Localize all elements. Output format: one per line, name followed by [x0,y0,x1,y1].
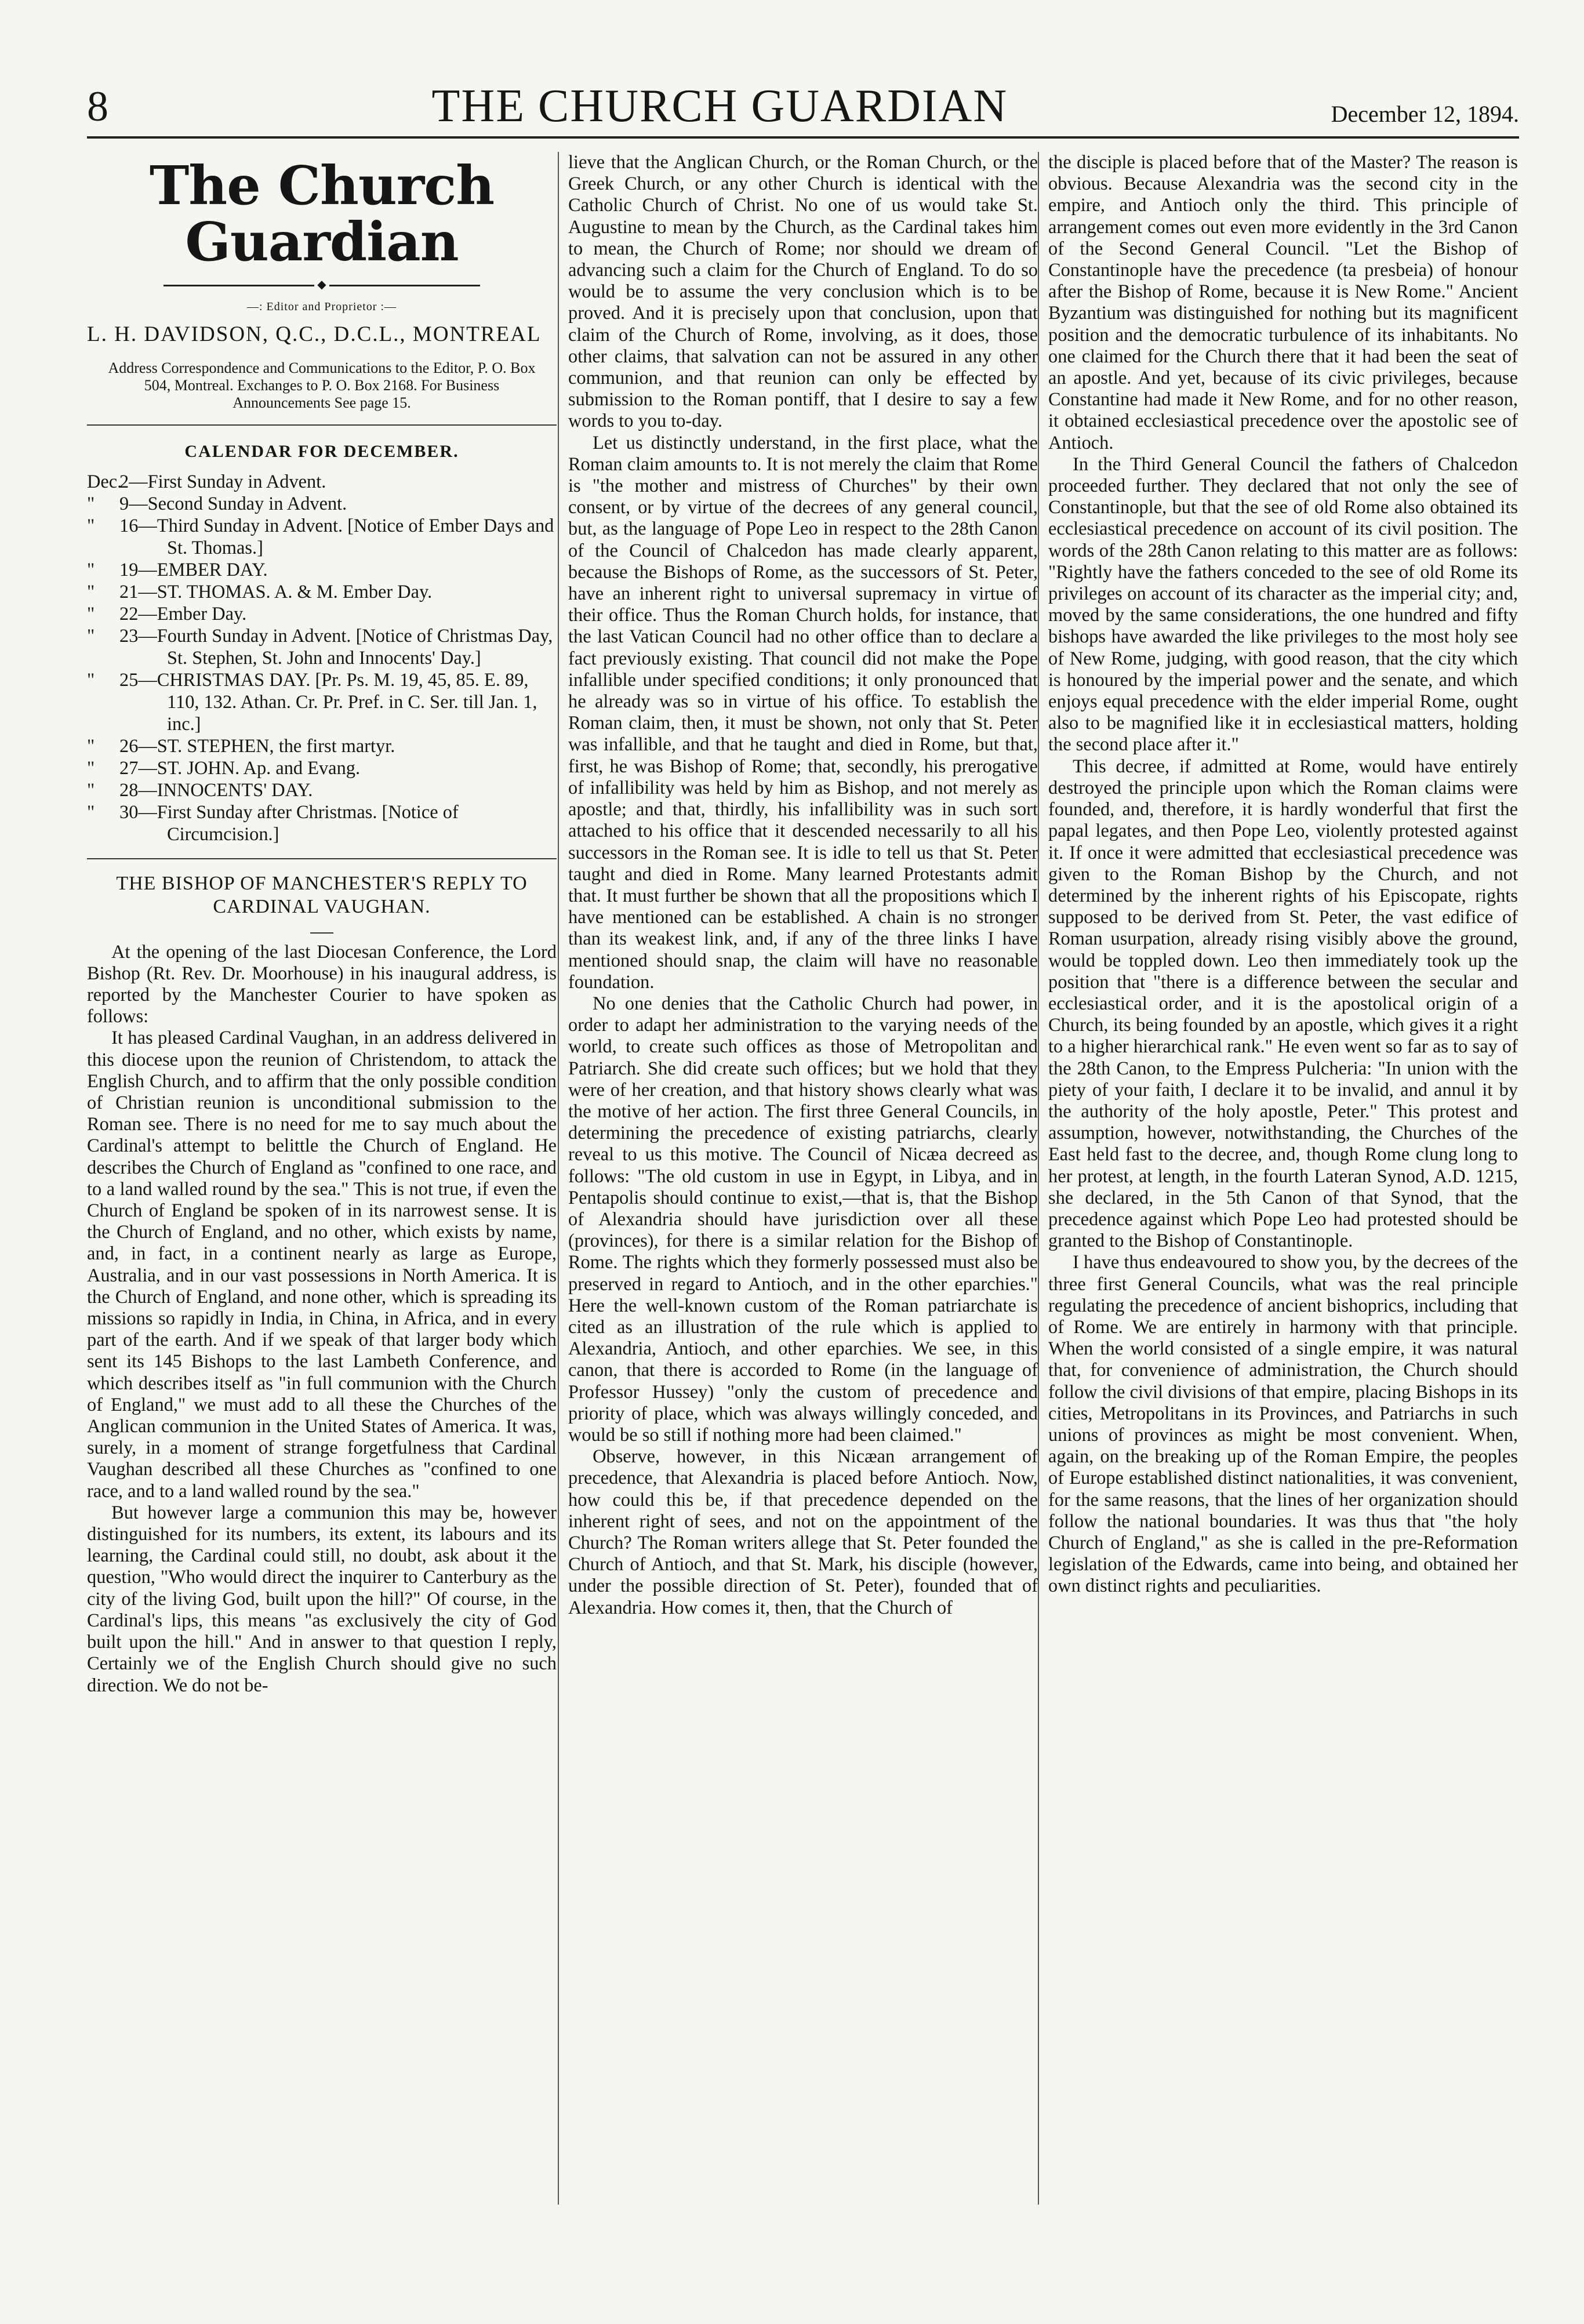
editor-name: L. H. DAVIDSON, Q.C., D.C.L., MONTREAL [87,322,542,347]
calendar-list [87,471,557,845]
calendar-entry: " 26—ST. STEPHEN, the first martyr. [87,735,395,757]
divider [87,858,557,859]
calendar-entry: Dec. 2—First Sunday in Advent. [87,471,326,492]
article-paragraph: Observe, however, in this Nicæan arrangement of precedence, that Alexandria is placed before Antioch. Now, how could this be, if that precedence depended on the inherent right of sees, and not on the appointment of the Church? The Roman writers allege that St. Peter founded the Church of Antioch, and that St. Mark, his disciple (however, under the possible direction of St. Peter), founded that of Alexandria. How comes it, then, that the Church of [568,1446,1038,1618]
calendar-entry: " 21—ST. THOMAS. A. & M. Ember Day. [87,581,433,602]
calendar-title: CALENDAR FOR DECEMBER. [184,442,459,462]
column-3 [1048,152,1518,2216]
article-paragraph: This decree, if admitted at Rome, would have entirely destroyed the principle upon which the Roman claims were founded, and, therefore, it is hardly wonderful that first the papal legates, and then Pope Leo, violently protested against it. If once it were admitted that ecclesiastical precedence was given to the Roman Bishop by the Church, and not determined by the inherent rights of his Episcopate, rights supposed to be derived from St. Peter, the vast edifice of Roman usurpation, already rising visibly above the ground, would be toppled down. Leo then immediately took up the position that "there is a difference between the secular and ecclesiastical order, and it is the apostolical origin of a Church, its being founded by an apostle, which gives it a right to a higher hierarchical rank." He even went so far as to say of the 28th Canon, to the Empress Pulcheria: "In union with the piety of your faith, I declare it to be invalid, and annul it by the authority of the holy apostle, Peter." This protest and assumption, however, notwithstanding, the Churches of the East held fast to the decree, and, though Rome clung long to her protest, at length, in the fourth Lateran Synod, A.D. 1215, she declared, in the 5th Canon of that Synod, that the precedence against which Pope Leo had protested should be granted to the Bishop of Constantinople. [1048,756,1518,1252]
article-paragraph: I have thus endeavoured to show you, by the decrees of the three first General Councils, what was the real principle regulating the precedence of ancient bishoprics, including that of Rome. We are entirely in harmony with that principle. When the world consisted of a single empire, it was natural that, for convenience of administration, the Church should follow the civil divisions of that empire, placing Bishops in its cities, Metropolitans in its Provinces, and Patriarchs in such unions of provinces as might be most convenient. When, again, on the breaking up of the Roman Empire, the peoples of Europe established distinct nationalities, it was convenient, for the same reasons, that the lines of her organization should follow the national boundaries. It was thus that "the holy Church of England," as she is called in the pre-Reformation legislation of the Edwards, came into being, and obtained her own distinct rights and peculiarities. [1048,1252,1518,1597]
calendar-entry: " 19—EMBER DAY. [87,559,268,580]
calendar-entry: " 22—Ember Day. [87,603,247,624]
calendar-entry: " 27—ST. JOHN. Ap. and Evang. [87,757,361,779]
issue-date: December 12, 1894. [1331,101,1519,127]
article-paragraph: No one denies that the Catholic Church had power, in order to adapt her administration to the varying needs of the world, to create such offices as those of Metropolitan and Patriarch. She did create such offices; but we hold that they were of her creation, and that history shows clearly what was the motive of her action. The first three General Councils, in determining the precedence of existing patriarchs, clearly reveal to us this motive. The Council of Nicæa decreed as follows: "The old custom in use in Egypt, in Libya, and in Pentapolis should continue to exist,—that is, that the Bishop of Alexandria should have jurisdiction over all these (provinces), for there is a similar relation for the Bishop of Rome. The rights which they formerly possessed must also be preserved in regard to Antioch, and in the other eparchies." Here the well-known custom of the Roman patriarchate is cited as an illustration of the rule which is applied to Alexandria, Antioch, and other eparchies. We see, in this canon, that there is accorded to Rome (in the language of Professor Hussey) "only the custom of precedence and priority of place, which was always willingly conceded, and would be so still if nothing more had been claimed." [568,993,1038,1446]
article-paragraph: But however large a communion this may be, however distinguished for its numbers, its extent, its labours and its learning, the Cardinal could still, no doubt, ask about it the question, "Who would direct the inquirer to Canterbury as the city of the living God, built upon the hill?" Of course, in the Cardinal's lips, this means "as exclusively the city of God built upon the hill." And in answer to that question I reply, Certainly we of the English Church should give no such direction. We do not be- [87,1502,557,1696]
short-rule [310,932,333,934]
calendar-entry: " 25—CHRISTMAS DAY. [Pr. Ps. M. 19, 45, 85. E. 89, 110, 132. Athan. Cr. Pr. Pref. in C. Ser. till Jan. 1, inc.] [87,669,537,735]
calendar-entry: " 23—Fourth Sunday in Advent. [Notice of Christmas Day, St. Stephen, St. John and Innocents' Day.] [87,625,553,669]
editor-label: —: Editor and Proprietor :— [246,300,397,314]
calendar-entry: " 9—Second Sunday in Advent. [87,493,347,514]
article-paragraph: lieve that the Anglican Church, or the Roman Church, or the Greek Church, or any other Church is identical with the Catholic Church of Christ. No one of us would take St. Augustine to mean by the Church, as the Cardinal takes him to mean, the Church of Rome; nor should we dream of advancing such a claim for the Church of England. To do so would be to assume the very conclusion which is to be proved. And it is precisely upon that conclusion, upon that claim of the Church of Rome, involving, as it does, those other claims, that salvation can not be assured in any other communion, and that reunion can only be effected by submission to the Roman pontiff, that I desire to say a few words to you to-day. [568,152,1038,432]
article-paragraph: At the opening of the last Diocesan Conference, the Lord Bishop (Rt. Rev. Dr. Moorhouse) in his inaugural address, is reported by the Manchester Courier to have spoken as follows: [87,941,557,1027]
page-header [87,78,1519,139]
address-notice: Address Correspondence and Communications to the Editor, P. O. Box 504, Montreal. Exchanges to P. O. Box 2168. For Business Announcements See page 15. [108,360,536,412]
masthead-title: The Church Guardian [149,154,495,273]
ornament-divider: ◆ [87,279,557,290]
running-title: THE CHURCH GUARDIAN [431,81,1008,132]
column-rule [1038,152,1039,2205]
article-paragraph: the disciple is placed before that of the Master? The reason is obvious. Because Alexandria was the second city in the empire, and Antioch only the third. This principle of arrangement comes out even more evidently in the 3rd Canon of the Second General Council. "Let the Bishop of Constantinople have the precedence (ta presbeia) of honour after the Bishop of Rome, because it is New Rome." Ancient Byzantium was distinguished for nothing but its magnificent position and the democratic turbulence of its inhabitants. No one claimed for the Church there that it had been the seat of an apostle. And yet, because of its civic privileges, because Constantine had made it New Rome, and for no other reason, it obtained ecclesiastical precedence over the apostolic see of Antioch. [1048,152,1518,453]
calendar-entry: " 16—Third Sunday in Advent. [Notice of Ember Days and St. Thomas.] [87,515,554,558]
calendar-entry: " 30—First Sunday after Christmas. [Notice of Circumcision.] [87,801,459,845]
column-2 [568,152,1038,2216]
calendar-entry: " 28—INNOCENTS' DAY. [87,779,313,801]
article-title: THE BISHOP OF MANCHESTER'S REPLY TO CARDINAL VAUGHAN. [116,872,528,917]
article-paragraph: Let us distinctly understand, in the first place, what the Roman claim amounts to. It is not merely the claim that Rome is "the mother and mistress of Churches" by their own consent, or by virtue of the decrees of any general council, but, as the language of Pope Leo in respect to the 28th Canon of the Council of Chalcedon has made clearly apparent, because the Bishops of Rome, as the successors of St. Peter, have an inherent right to universal supremacy in virtue of their office. Thus the Roman Church holds, for instance, that the last Vatican Council had no other office than to declare a fact previously existing. That council did not make the Pope infallible under specified conditions; it only pronounced that he already was so in virtue of his office. To establish the Roman claim, then, it must be shown, not only that St. Peter was infallible, and that he taught and died in Rome, but that, first, he was Bishop of Rome; that, secondly, his prerogative of infallibility was held by him as Bishop, and not merely as apostle; and that, thirdly, his infallibility was in such sort attached to his office that it descended necessarily to all his successors in the Roman see. It is idle to tell us that St. Peter taught and died in Rome. Many learned Protestants admit that. It must further be shown that all the propositions which I have mentioned can be established. A chain is no stronger than its weakest link, and, if any of the three links I have mentioned should snap, the claim will have no reasonable foundation. [568,432,1038,993]
page-number: 8 [87,83,108,130]
divider [87,424,557,426]
column-rule [558,152,559,2205]
article-paragraph: It has pleased Cardinal Vaughan, in an address delivered in this diocese upon the reunion of Christendom, to attack the English Church, and to affirm that the only possible condition of Christian reunion is unconditional submission to the Roman see. There is no need for me to say much about the Cardinal's attempt to belittle the Church of England. He describes the Church of England as "confined to one race, and to a land walled round by the sea." This is not true, if even the Church of England be spoken of in its narrowest sense. It is the Church of England, and no other, which exists by name, and, in fact, in a continent nearly as large as Europe, Australia, and in our vast possessions in North America. It is the Church of England, and none other, which is spreading its missions so rapidly in India, in China, in Africa, and in every part of the earth. And if we speak of that larger body which sent its 145 Bishops to the last Lambeth Conference, and which describes itself as "in full communion with the Church of England," we must add to all these the Churches of the Anglican communion in the United States of America. It was, surely, in a moment of strange forgetfulness that Cardinal Vaughan described all these Churches as "confined to one race, and to a land walled round by the sea." [87,1027,557,1502]
column-1 [87,152,557,2216]
article-paragraph: In the Third General Council the fathers of Chalcedon proceeded further. They declared that not only the see of Constantinople, but that the see of old Rome also obtained its ecclesiastical precedence on account of its civil position. The words of the 28th Canon relating to this matter are as follows: "Rightly have the fathers conceded to the see of old Rome its privileges on account of its character as the imperial city; and, moved by the same considerations, the one hundred and fifty bishops have awarded the like privileges to the most holy see of New Rome, judging, with good reason, that the city which is honoured by the imperial power and the senate, and which enjoys equal precedence with the elder imperial Rome, ought also to be magnified like it in ecclesiastical matters, holding the second place after it." [1048,453,1518,756]
